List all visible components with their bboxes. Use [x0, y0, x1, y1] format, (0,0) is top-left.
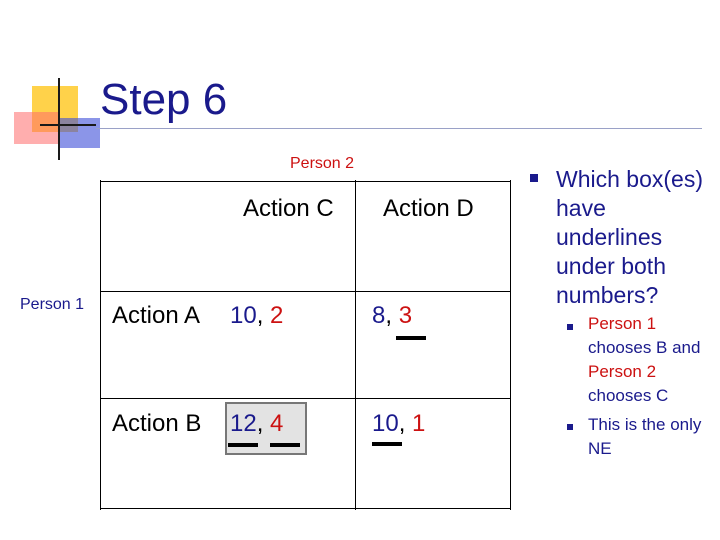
logo-vertical-line: [58, 78, 60, 160]
payoff-p2: 2: [270, 302, 284, 329]
payoff-p1: 10: [372, 410, 399, 437]
grid-line: [100, 291, 510, 292]
best-response-underline-p2: [270, 443, 300, 447]
payoff-cell-a-c: [230, 302, 283, 330]
logo-red-square: [14, 112, 58, 144]
best-response-underline-p1: [228, 443, 258, 447]
best-response-underline-p1: [372, 442, 402, 446]
row-header-a: Action A: [112, 302, 201, 329]
question-text: Which box(es) have underlines under both numbers?: [556, 166, 703, 308]
conclusion-bullet: This is the only NE: [588, 415, 702, 458]
grid-line: [510, 180, 511, 510]
payoff-p1: 10: [230, 302, 257, 329]
payoff-p1: 8: [372, 302, 386, 329]
payoff-p2: 3: [398, 302, 413, 329]
grid-line: [355, 180, 356, 510]
payoff-separator: ,: [398, 410, 406, 437]
answer-middle: chooses B and: [588, 338, 701, 357]
square-bullet-icon: [567, 424, 573, 430]
grid-line: [100, 181, 510, 182]
person2-label: Person 2: [290, 155, 355, 172]
answer-suffix: chooses C: [588, 386, 669, 405]
payoff-separator: ,: [256, 302, 264, 329]
payoff-cell-b-d: [372, 410, 425, 438]
answer-bullet: [588, 312, 708, 408]
payoff-cell-a-d: [372, 302, 412, 330]
slide-title: Step 6: [100, 75, 228, 124]
person2-mention: Person 2: [588, 362, 657, 381]
square-bullet-icon: [567, 324, 573, 330]
payoff-cell-b-c: [230, 410, 283, 438]
payoff-p2: 1: [412, 410, 426, 437]
payoff-p1: 12: [230, 410, 257, 437]
grid-line: [100, 180, 101, 510]
grid-line: [100, 508, 510, 509]
title-rule: [96, 128, 702, 129]
grid-line: [100, 398, 510, 399]
payoff-p2: 4: [270, 410, 284, 437]
payoff-separator: ,: [256, 410, 264, 437]
payoff-separator: ,: [385, 302, 393, 329]
logo-blue-square: [58, 118, 100, 148]
person1-mention: Person 1: [588, 314, 657, 333]
column-header-c: Action C: [243, 195, 334, 222]
person1-label: Person 1: [20, 296, 85, 313]
logo-horizontal-line: [40, 124, 96, 126]
square-bullet-icon: [530, 174, 538, 182]
row-header-b: Action B: [112, 410, 202, 437]
best-response-underline-p2: [396, 336, 426, 340]
column-header-d: Action D: [383, 195, 474, 222]
